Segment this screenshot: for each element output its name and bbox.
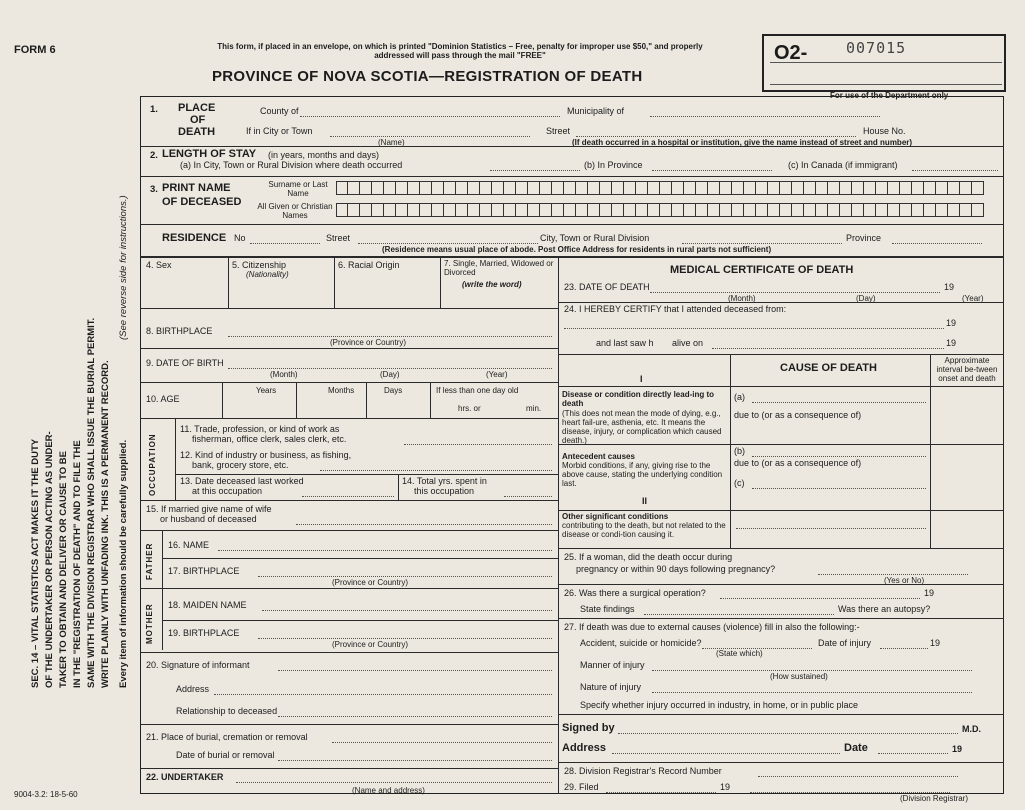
margin-line-3: TAKER TO OBTAIN AND DELIVER OR CAUSE TO BE — [58, 451, 69, 688]
trade-label: 11. Trade, profession, or kind of work as — [180, 424, 340, 434]
municipality-label: Municipality of — [567, 106, 625, 116]
age-years-caption: Years — [256, 386, 277, 395]
relationship-label: Relationship to deceased — [176, 706, 278, 716]
age-days-caption: Days — [384, 386, 403, 395]
death-year-prefix: 19 — [944, 282, 955, 292]
filed-year-prefix: 19 — [720, 782, 731, 792]
citizenship-label: 5. Citizenship — [232, 260, 287, 270]
s2-heading: LENGTH OF STAY — [162, 148, 257, 160]
street-label: Street — [546, 126, 571, 136]
form-label: FORM 6 — [14, 44, 56, 56]
mother-caption: MOTHER — [145, 603, 154, 644]
dob-month-caption: (Month) — [270, 370, 298, 379]
residence-province-label: Province — [846, 233, 882, 243]
total-years-label: 14. Total yrs. spent in — [402, 476, 487, 486]
signed-date-label: Date — [844, 742, 868, 754]
father-caption: FATHER — [145, 542, 154, 580]
father-name-label: 16. NAME — [168, 540, 210, 550]
city-name-caption: (Name) — [378, 138, 405, 147]
age-min-caption: min. — [526, 404, 542, 413]
part-two-label: II — [642, 496, 648, 506]
certify-label: 24. I HEREBY CERTIFY that I attended deceased from: — [564, 304, 787, 314]
certify-year-1: 19 — [946, 318, 957, 328]
cause-b-label: (b) — [734, 446, 745, 456]
last-worked-sub: at this occupation — [192, 486, 263, 496]
form-frame — [140, 96, 1004, 794]
marital-sub: (write the word) — [462, 280, 522, 289]
residence-city-label: City, Town or Rural Division — [540, 233, 650, 243]
registration-number: 007015 — [846, 39, 907, 57]
residence-no-label: No — [234, 233, 246, 243]
spouse-sub: or husband of deceased — [160, 514, 257, 524]
s1-heading-1: PLACE — [178, 102, 216, 114]
medical-certificate-title: MEDICAL CERTIFICATE OF DEATH — [670, 264, 854, 276]
md-label: M.D. — [962, 724, 981, 734]
stay-c-label: (c) In Canada (if immigrant) — [788, 160, 898, 170]
s2-heading-note: (in years, months and days) — [268, 150, 380, 160]
industry-label: 12. Kind of industry or business, as fishing, — [180, 450, 352, 460]
date-of-injury-label: Date of injury — [818, 638, 872, 648]
dob-day-caption: (Day) — [380, 370, 400, 379]
s3-heading-2: OF DECEASED — [162, 196, 242, 208]
pregnancy-label: 25. If a woman, did the death occur during — [564, 552, 733, 562]
dob-year-caption: (Year) — [486, 370, 508, 379]
birthplace-caption: (Province or Country) — [330, 338, 407, 347]
nature-label: Nature of injury — [580, 682, 642, 692]
s1-heading-2: OF — [190, 114, 206, 126]
s1-heading-3: DEATH — [178, 126, 216, 138]
surname-boxes — [336, 181, 984, 195]
surgery-year-prefix: 19 — [924, 588, 935, 598]
residence-note: (Residence means usual place of abode. Post Office Address for residents in rural parts not sufficient) — [382, 245, 772, 254]
given-name-boxes — [336, 203, 984, 217]
form-title: PROVINCE OF NOVA SCOTIA—REGISTRATION OF DEATH — [212, 68, 643, 85]
death-day-caption: (Day) — [856, 294, 876, 303]
last-worked-label: 13. Date deceased last worked — [180, 476, 304, 486]
age-hrs-caption: hrs. or — [458, 404, 481, 413]
interval-caption: Approximate interval be-tween onset and death — [936, 356, 998, 383]
margin-line-1: SEC. 14 – VITAL STATISTICS ACT MAKES IT THE DUTY — [30, 438, 41, 688]
supply-note: Every item of information should be carefully supplied. — [118, 439, 129, 688]
date-of-death-label: 23. DATE OF DEATH — [564, 282, 650, 292]
death-year-caption: (Year) — [962, 294, 984, 303]
given-names-label: All Given or Christian Names — [257, 202, 333, 220]
date-of-birth-label: 9. DATE OF BIRTH — [146, 358, 224, 368]
burial-date-label: Date of burial or removal — [176, 750, 275, 760]
injury-year-prefix: 19 — [930, 638, 941, 648]
reverse-note: (See reverse side for instructions.) — [118, 195, 129, 340]
informant-address-label: Address — [176, 684, 210, 694]
sex-label: 4. Sex — [146, 260, 172, 270]
alive-on-label: alive on — [672, 338, 704, 348]
marital-label: 7. Single, Married, Widowed or Divorced — [444, 259, 554, 277]
specify-label: Specify whether injury occurred in industry, in home, or in public place — [580, 700, 858, 710]
pregnancy-sub: pregnancy or within 90 days following pregnancy? — [576, 564, 776, 574]
filed-label: 29. Filed — [564, 782, 599, 792]
manner-label: Manner of injury — [580, 660, 645, 670]
s2-num: 2. — [150, 150, 158, 161]
house-label: House No. — [863, 126, 906, 136]
stay-a-label: (a) In City, Town or Rural Division where death occurred — [180, 160, 403, 170]
due-to-1: due to (or as a consequence of) — [734, 410, 862, 420]
undertaker-label: 22. UNDERTAKER — [146, 772, 224, 782]
age-months-caption: Months — [328, 386, 355, 395]
age-less-day-caption: If less than one day old — [436, 386, 519, 395]
s3-heading-1: PRINT NAME — [162, 182, 231, 194]
mother-birthplace-caption: (Province or Country) — [332, 640, 409, 649]
s1-num: 1. — [150, 104, 158, 115]
margin-line-5: SAME WITH THE DIVISION REGISTRAR WHO SHALL ISSUE THE BURIAL PERMIT. — [86, 317, 97, 688]
other-conditions-label: Other significant conditions — [562, 512, 669, 521]
city-label: If in City or Town — [246, 126, 313, 136]
last-saw-label: and last saw h — [596, 338, 654, 348]
cause-of-death-title: CAUSE OF DEATH — [780, 362, 877, 374]
total-years-sub: this occupation — [414, 486, 475, 496]
autopsy-label: Was there an autopsy? — [838, 604, 931, 614]
stay-b-label: (b) In Province — [584, 160, 643, 170]
mother-birthplace-label: 19. BIRTHPLACE — [168, 628, 240, 638]
maiden-name-label: 18. MAIDEN NAME — [168, 600, 247, 610]
accident-label: Accident, suicide or homicide? — [580, 638, 702, 648]
margin-line-2: OF THE UNDERTAKER OR PERSON ACTING AS UNDER- — [44, 431, 55, 688]
due-to-2: due to (or as a consequence of) — [734, 458, 862, 468]
informant-label: 20. Signature of informant — [146, 660, 250, 670]
how-sustained-caption: (How sustained) — [770, 672, 828, 681]
s3-num: 3. — [150, 184, 158, 195]
death-month-caption: (Month) — [728, 294, 756, 303]
surgery-label: 26. Was there a surgical operation? — [564, 588, 706, 598]
antecedent-label: Antecedent causes — [562, 452, 635, 461]
burial-place-label: 21. Place of burial, cremation or removal — [146, 732, 308, 742]
trade-sub: fisherman, office clerk, sales clerk, etc. — [192, 434, 347, 444]
certify-year-2: 19 — [946, 338, 957, 348]
father-birthplace-caption: (Province or Country) — [332, 578, 409, 587]
external-causes-label: 27. If death was due to external causes (violence) fill in also the following:- — [564, 622, 860, 632]
other-conditions-note: contributing to the death, but not related to the disease or condi-tion causing it. — [562, 521, 726, 539]
father-birthplace-label: 17. BIRTHPLACE — [168, 566, 240, 576]
registration-prefix: O2- — [774, 42, 808, 64]
margin-line-6: WRITE PLAINLY WITH UNFADING INK. THIS IS A PERMANENT RECORD. — [100, 360, 111, 688]
form-code: 9004-3.2: 18-5-60 — [14, 790, 78, 799]
record-number-label: 28. Division Registrar's Record Number — [564, 766, 722, 776]
division-registrar-caption: (Division Registrar) — [900, 794, 969, 803]
cause-a-label: (a) — [734, 392, 745, 402]
citizenship-sub: (Nationality) — [246, 270, 289, 279]
age-label: 10. AGE — [146, 394, 180, 404]
birthplace-label: 8. BIRTHPLACE — [146, 326, 213, 336]
county-label: County of — [260, 106, 299, 116]
racial-origin-label: 6. Racial Origin — [338, 260, 400, 270]
margin-line-4: IN THE "REGISTRATION OF DEATH" AND TO FILE THE — [72, 440, 83, 688]
cause-c-label: (c) — [734, 478, 745, 488]
part-one-label: I — [640, 374, 643, 384]
surname-label: Surname or Last Name — [268, 180, 328, 198]
residence-label: RESIDENCE — [162, 232, 227, 244]
signed-year-prefix: 19 — [952, 744, 963, 754]
antecedent-note: Morbid conditions, if any, giving rise to the above cause, stating the underlying condition last. — [562, 461, 723, 488]
state-findings-label: State findings — [580, 604, 635, 614]
disease-note: (This does not mean the mode of dying, e.g., heart fail-ure, asthenia, etc. It means the disease, injury, or complication which caused death.) — [562, 409, 722, 445]
yes-no-caption: (Yes or No) — [884, 576, 925, 585]
industry-sub: bank, grocery store, etc. — [192, 460, 289, 470]
undertaker-caption: (Name and address) — [352, 786, 425, 795]
department-use-note: For use of the Department only — [830, 91, 949, 100]
signed-by-label: Signed by — [562, 722, 615, 734]
occupation-caption: OCCUPATION — [148, 433, 157, 496]
state-which-caption: (State which) — [716, 649, 763, 658]
disease-label: Disease or condition directly lead-ing to death — [562, 390, 715, 408]
signer-address-label: Address — [562, 742, 607, 754]
residence-street-label: Street — [326, 233, 351, 243]
spouse-label: 15. If married give name of wife — [146, 504, 272, 514]
mail-notice: This form, if placed in an envelope, on which is printed "Dominion Statistics – Free, penalty for improper use $50," and properly addressed will pass through the mail "FREE" — [217, 42, 703, 60]
hospital-note: (If death occurred in a hospital or institution, give the name instead of street and number) — [572, 138, 913, 147]
